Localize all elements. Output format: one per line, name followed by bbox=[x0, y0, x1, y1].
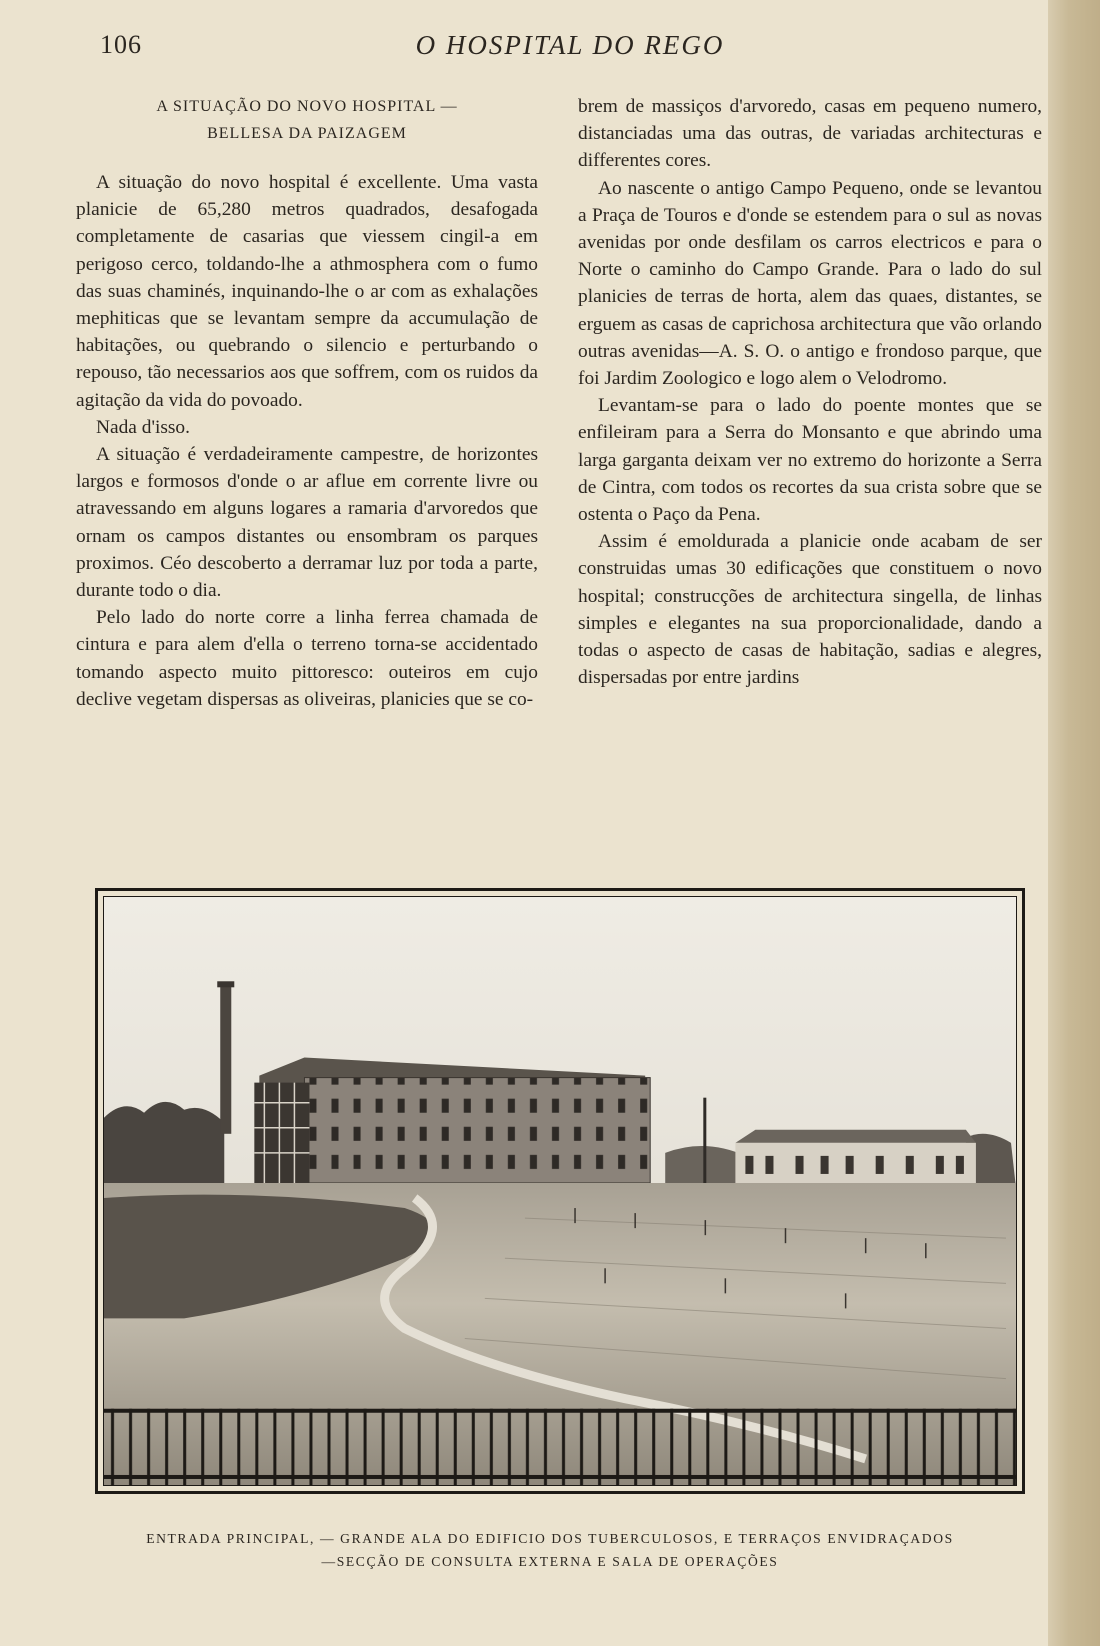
caption-line2: —SECÇÃO DE CONSULTA EXTERNA E SALA DE OPERAÇÕES bbox=[321, 1554, 779, 1569]
paragraph: Ao nascente o antigo Campo Pequeno, onde se levantou a Praça de Touros e d'onde se estendem para o sul as novas avenidas por onde desfilam os carros electricos e para o Norte o caminho do Campo Grande. Para o lado do sul planicies de terras de horta, alem das quaes, distantes, se erguem as casas de caprichosa architectura que vão orlando outras avenidas—A. S. O. o antigo e frondoso parque, que foi Jardim Zoologico e logo alem o Velodromo. bbox=[578, 177, 1042, 390]
paragraph: A situação é verdadeiramente campestre, de horizontes largos e formosos d'onde o ar aflue em corrente livre ou atravessando em alguns logares a ramaria d'arvoredos que ornam os campos distantes ou ensombram os parques proximos. Céo descoberto a derramar luz por toda a parte, durante todo o dia. bbox=[76, 444, 538, 602]
paragraph: A situação do novo hospital é excellente. Uma vasta planicie de 65,280 metros quadrados, desafogada completamente de casarias que viessem cingil-a em perigoso cerco, toldando-lhe a athmosphera com o fumo das suas chaminés, inquinando-lhe o ar com as exhalações mephiticas que se levantam sempre da accumulação de habitações, ou quebrando o silencio e perturbando o repouso, tão necessarios aos que soffrem, com os ruidos da agitação da vida do povoado. bbox=[76, 172, 538, 411]
hospital-photograph bbox=[103, 896, 1017, 1486]
page-edge-shadow bbox=[1048, 0, 1100, 1646]
photo-frame bbox=[95, 888, 1025, 1494]
page-number: 106 bbox=[100, 30, 142, 59]
paragraph: Pelo lado do norte corre a linha ferrea chamada de cintura e para alem d'ella o terreno torna-se accidentado tomando aspecto muito pittoresco: outeiros em cujo declive vegetam dispersas as oliveiras, planicies que se co- bbox=[76, 607, 538, 710]
section-heading bbox=[76, 93, 538, 147]
left-column bbox=[76, 93, 538, 713]
right-column bbox=[578, 93, 1042, 691]
hospital-photo-illustration bbox=[104, 897, 1016, 1485]
caption-line1: ENTRADA PRINCIPAL, — GRANDE ALA DO EDIFICIO DOS TUBERCULOSOS, E TERRAÇOS ENVIDRAÇADOS bbox=[146, 1531, 954, 1546]
section-heading-line1: A SITUAÇÃO DO NOVO HOSPITAL — bbox=[156, 98, 458, 115]
paragraph: brem de massiços d'arvoredo, casas em pequeno numero, distanciadas uma das outras, de variadas architecturas e differentes cores. bbox=[578, 96, 1042, 172]
paragraph: Levantam-se para o lado do poente montes que se enfileiram para a Serra do Monsanto e que abrindo uma larga garganta deixam ver no extremo do horizonte a Serra de Cintra, com todos os recortes da sua crista sobre que se ostenta o Paço da Pena. bbox=[578, 395, 1042, 526]
paragraph: Nada d'isso. bbox=[96, 416, 190, 438]
paragraph: Assim é emoldurada a planicie onde acabam de ser construidas umas 30 edificações que constituem o novo hospital; construcções de architectura singella, de linhas simples e elegantes na sua proporcionalidade, dando a todas o aspecto de casas de habitação, sadias e alegres, dispersadas por entre jardins bbox=[578, 531, 1042, 689]
photo-caption bbox=[0, 1527, 1100, 1573]
section-heading-line2: BELLESA DA PAIZAGEM bbox=[207, 125, 407, 142]
running-head-title: O HOSPITAL DO REGO bbox=[415, 30, 725, 60]
